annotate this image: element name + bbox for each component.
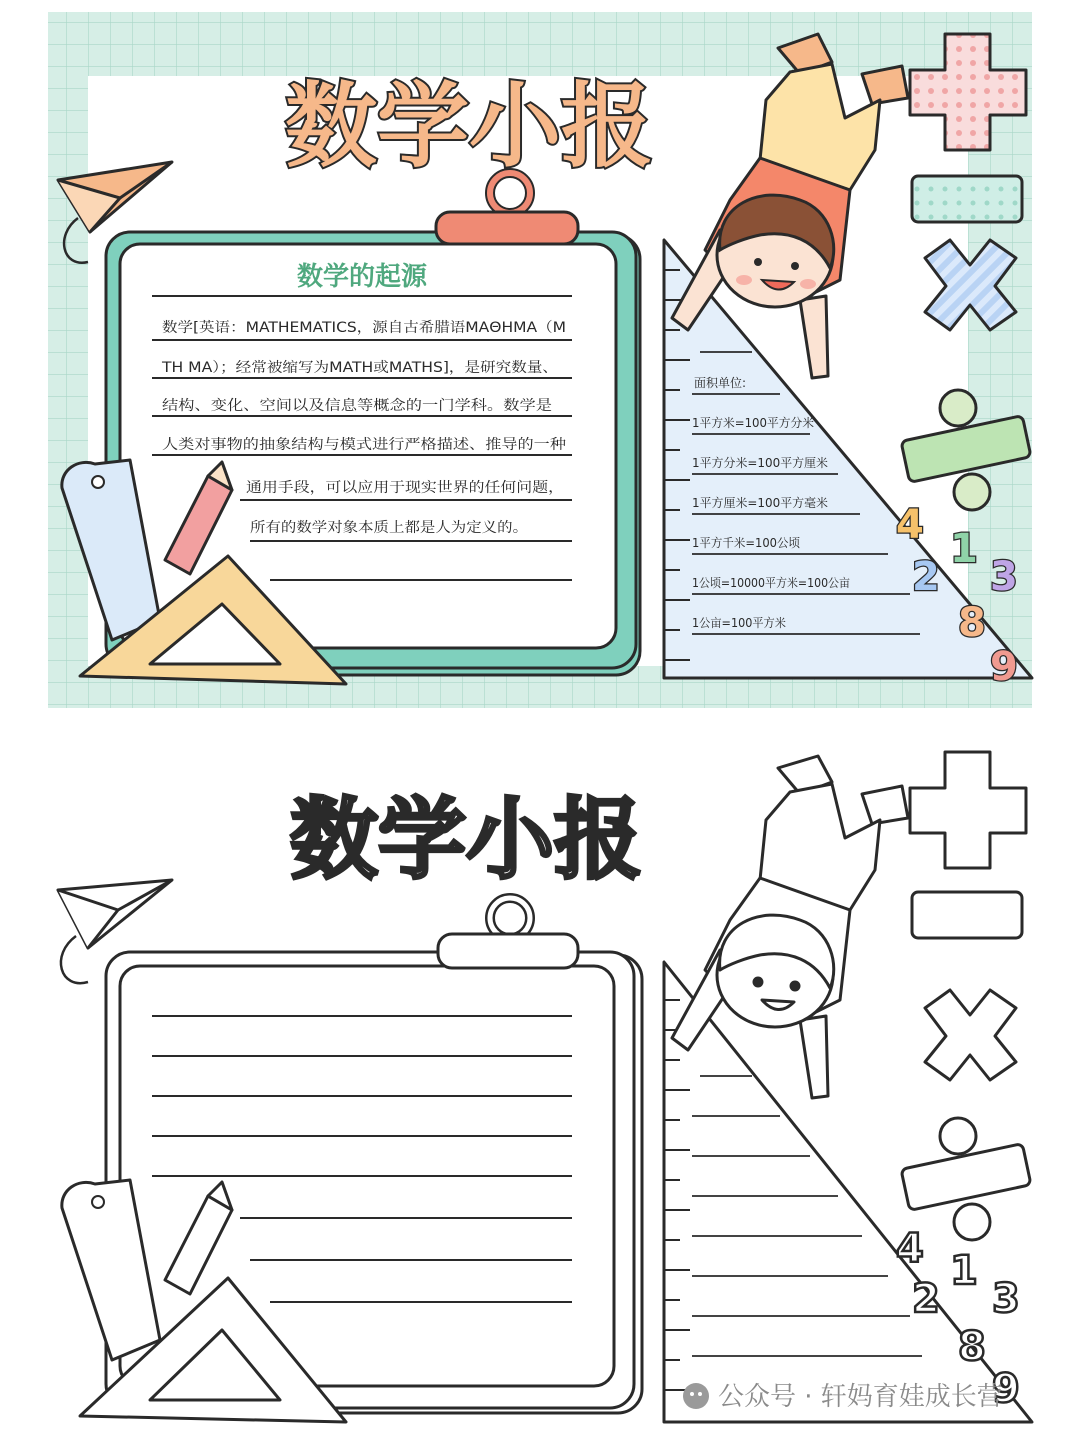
number-glyph: 8 (958, 1324, 986, 1370)
watermark (683, 1382, 1003, 1412)
minus-icon (912, 892, 1022, 938)
plus-icon (910, 752, 1026, 868)
times-icon (925, 990, 1016, 1080)
ruler-line: 1平方分米=100平方厘米 (692, 456, 829, 470)
number-glyph: 9 (992, 1366, 1020, 1412)
number-glyph: 1 (950, 526, 978, 572)
card-line: 数学[英语：MATHEMATICS，源自古希腊语MAΘHMA（M (162, 320, 527, 336)
number-glyph: 2 (912, 1276, 940, 1322)
clip-icon (438, 898, 578, 968)
page-title: 数学小报 (285, 73, 654, 180)
minus-icon (912, 176, 1022, 222)
ruler-line: 1公亩=100平方米 (692, 616, 793, 630)
card-heading: 数学的起源 (296, 262, 428, 292)
card-line: TH MA）；经常被缩写为MATH或MATHS]，是研究数量、 (162, 360, 518, 376)
ruler-line: 1公顷=10000平方米=100公亩 (692, 576, 865, 590)
outline-title: 数学小报 (290, 788, 643, 891)
colored-panel (48, 12, 1032, 708)
number-glyph: 8 (958, 600, 986, 646)
number-glyph: 3 (990, 554, 1018, 600)
number-glyph: 1 (950, 1248, 978, 1294)
number-glyph: 3 (992, 1276, 1020, 1322)
card-line: 所有的数学对象本质上都是人为定义的。 (250, 520, 502, 536)
number-glyph: 9 (990, 644, 1018, 690)
card-line: 通用手段，可以应用于现实世界的任何问题， (246, 480, 564, 496)
outline-panel (58, 752, 1032, 1422)
number-glyph: 2 (912, 554, 940, 600)
ruler-line: 1平方千米=100公顷 (692, 536, 805, 550)
ruler-heading: 面积单位: (694, 376, 747, 390)
number-glyph: 4 (896, 1226, 924, 1272)
number-glyph: 4 (896, 502, 924, 548)
ruler-line: 1平方厘米=100平方毫米 (692, 496, 829, 510)
wechat-icon (683, 1383, 709, 1409)
card-line: 结构、变化、空间以及信息等概念的一门学科。数学是 (162, 398, 498, 414)
divide-icon (901, 1118, 1031, 1240)
watermark-text: 公众号 · 轩妈育娃成长营 (718, 1382, 1003, 1412)
card-line: 人类对事物的抽象结构与模式进行严格描述、推导的一种 (162, 437, 512, 453)
ruler-line: 1平方米=100平方分米 (692, 416, 817, 430)
